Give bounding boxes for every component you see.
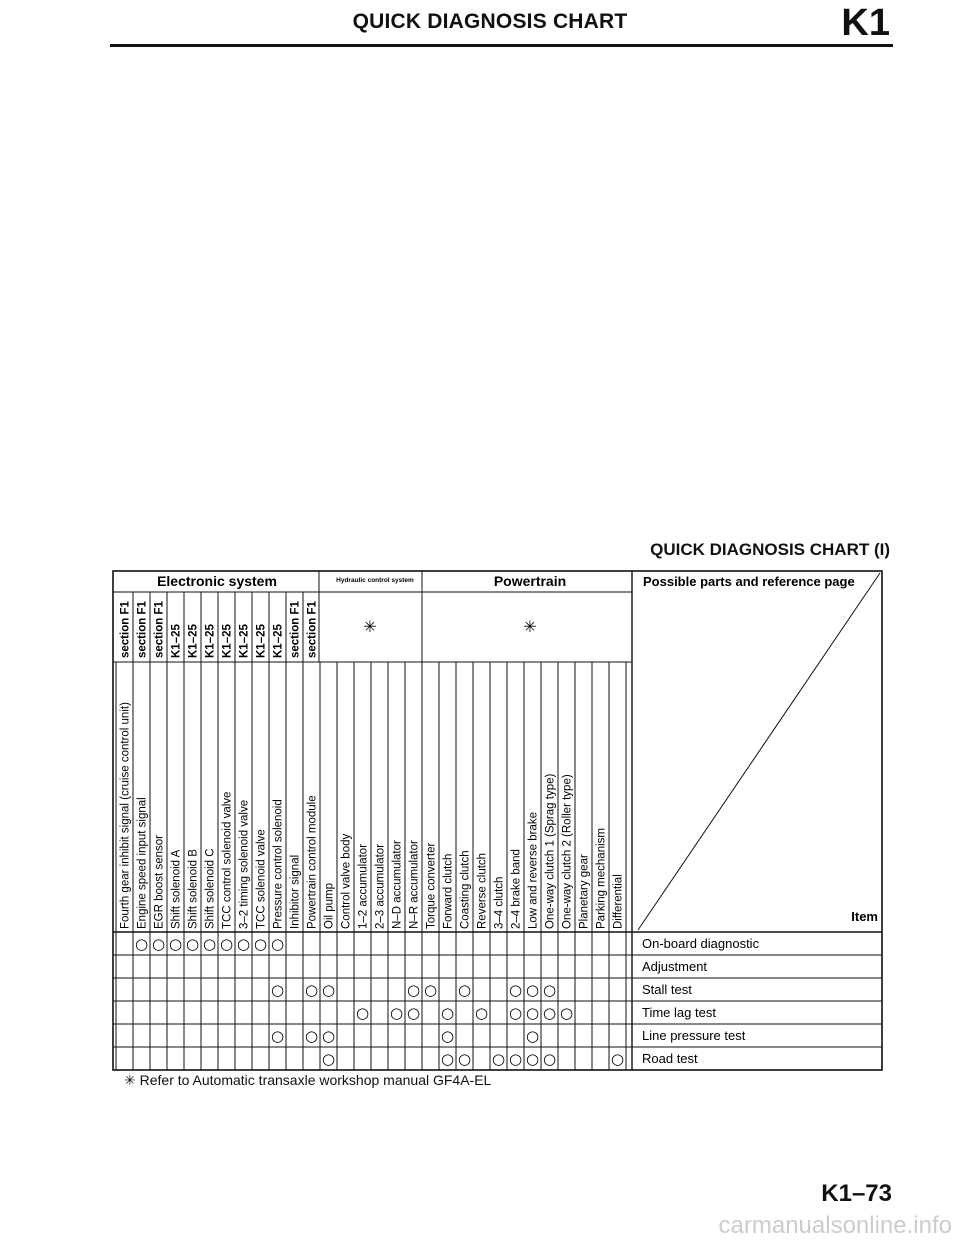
test-mark-circle: ○	[559, 1004, 574, 1022]
part-label: Inhibitor signal	[289, 854, 302, 929]
group-hydraulic-control-system: Hydraulic control system	[336, 577, 414, 584]
test-mark-circle: ○	[321, 1027, 336, 1045]
part-label: Differential	[612, 874, 625, 929]
reference-label: section F1	[289, 601, 302, 658]
part-label: Reverse clutch	[476, 852, 489, 929]
page-number: K1–73	[821, 1180, 892, 1207]
part-label: Planetary gear	[578, 854, 591, 929]
diagonal-line	[638, 573, 880, 930]
part-label: TCC control solenoid valve	[221, 791, 234, 929]
test-name: Adjustment	[642, 959, 708, 974]
test-mark-circle: ○	[321, 1050, 336, 1068]
part-label: Oil pump	[323, 882, 336, 929]
part-label: N–R accumulator	[408, 840, 421, 929]
test-mark-circle: ○	[406, 981, 421, 999]
reference-label: K1–25	[238, 624, 251, 658]
test-mark-circle: ○	[185, 935, 200, 953]
test-mark-circle: ○	[457, 981, 472, 999]
hydraulic-asterisk: ✳	[363, 617, 377, 636]
chart-title: QUICK DIAGNOSIS CHART (I)	[650, 540, 890, 559]
test-name: Line pressure test	[642, 1028, 746, 1043]
test-mark-circle: ○	[134, 935, 149, 953]
test-name: On-board diagnostic	[642, 936, 760, 951]
test-name: Time lag test	[642, 1005, 716, 1020]
test-mark-circle: ○	[321, 981, 336, 999]
part-label: Shift solenoid B	[187, 849, 200, 929]
test-mark-circle: ○	[304, 1027, 319, 1045]
test-mark-circle: ○	[253, 935, 268, 953]
reference-label: K1–25	[170, 624, 183, 658]
test-mark-circle: ○	[440, 1004, 455, 1022]
reference-label: K1–25	[187, 624, 200, 658]
part-label: N–D accumulator	[391, 840, 404, 929]
part-label: One-way clutch 2 (Roller type)	[561, 774, 574, 929]
test-mark-circle: ○	[389, 1004, 404, 1022]
test-mark-circle: ○	[304, 981, 319, 999]
page-title: QUICK DIAGNOSIS CHART	[352, 10, 628, 33]
test-mark-circle: ○	[440, 1027, 455, 1045]
diagonal-line	[638, 573, 880, 930]
part-label: 2–4 brake band	[510, 849, 523, 929]
test-mark-circle: ○	[440, 1050, 455, 1068]
part-label: Engine speed input signal	[136, 797, 149, 929]
part-label: Low and reverse brake	[527, 812, 540, 929]
test-mark-circle: ○	[423, 981, 438, 999]
part-label: EGR boost sensor	[153, 835, 166, 929]
test-mark-circle: ○	[525, 1050, 540, 1068]
test-mark-circle: ○	[270, 981, 285, 999]
reference-label: K1–25	[204, 624, 217, 658]
part-label: 3–2 timing solenoid valve	[238, 799, 251, 929]
test-mark-circle: ○	[355, 1004, 370, 1022]
test-mark-circle: ○	[508, 981, 523, 999]
test-mark-circle: ○	[542, 1004, 557, 1022]
test-mark-circle: ○	[525, 981, 540, 999]
test-name: Road test	[642, 1051, 698, 1066]
group-possible-parts: Possible parts and reference page	[643, 574, 855, 589]
test-mark-circle: ○	[491, 1050, 506, 1068]
reference-label: section F1	[153, 601, 166, 658]
part-label: 3–4 clutch	[493, 876, 506, 929]
reference-label: section F1	[119, 601, 132, 658]
test-mark-circle: ○	[219, 935, 234, 953]
section-code: K1	[841, 2, 890, 44]
part-label: TCC solenoid valve	[255, 829, 268, 929]
test-mark-circle: ○	[406, 1004, 421, 1022]
footnote: ✳ Refer to Automatic transaxle workshop manual GF4A-EL	[124, 1072, 492, 1088]
test-mark-circle: ○	[525, 1027, 540, 1045]
part-label: 2–3 accumulator	[374, 843, 387, 929]
part-label: Coasting clutch	[459, 850, 472, 929]
test-mark-circle: ○	[508, 1050, 523, 1068]
part-label: Shift solenoid A	[170, 849, 183, 929]
part-label: Fourth gear inhibit signal (cruise control unit)	[119, 702, 132, 929]
powertrain-asterisk: ✳	[523, 617, 537, 636]
part-label: Parking mechanism	[595, 828, 608, 929]
test-mark-circle: ○	[474, 1004, 489, 1022]
reference-label: section F1	[306, 601, 319, 658]
reference-label: K1–25	[221, 624, 234, 658]
part-label: Pressure control solenoid	[272, 799, 285, 929]
part-label: Torque converter	[425, 842, 438, 929]
part-labels	[120, 702, 625, 929]
watermark: carmanualsonline.info	[718, 1212, 952, 1239]
reference-label: section F1	[136, 601, 149, 658]
part-label: Powertrain control module	[306, 795, 319, 929]
part-label: 1–2 accumulator	[357, 843, 370, 929]
part-label: Forward clutch	[442, 853, 455, 929]
test-mark-circle: ○	[457, 1050, 472, 1068]
test-mark-circle: ○	[525, 1004, 540, 1022]
test-mark-circle: ○	[151, 935, 166, 953]
part-label: Shift solenoid C	[204, 848, 217, 929]
reference-label: K1–25	[255, 624, 268, 658]
test-mark-circle: ○	[542, 981, 557, 999]
test-mark-circle: ○	[270, 935, 285, 953]
group-electronic-system: Electronic system	[157, 573, 277, 589]
test-mark-circle: ○	[168, 935, 183, 953]
test-mark-circle: ○	[236, 935, 251, 953]
part-label: Control valve body	[340, 833, 353, 929]
test-mark-circle: ○	[202, 935, 217, 953]
test-mark-circle: ○	[508, 1004, 523, 1022]
group-powertrain: Powertrain	[493, 573, 567, 589]
test-mark-circle: ○	[610, 1050, 625, 1068]
item-label: Item	[851, 909, 878, 924]
reference-labels	[120, 601, 319, 658]
part-label: One-way clutch 1 (Sprag type)	[544, 773, 557, 929]
reference-label: K1–25	[272, 624, 285, 658]
test-mark-circle: ○	[542, 1050, 557, 1068]
test-name: Stall test	[642, 982, 692, 997]
test-mark-circle: ○	[270, 1027, 285, 1045]
